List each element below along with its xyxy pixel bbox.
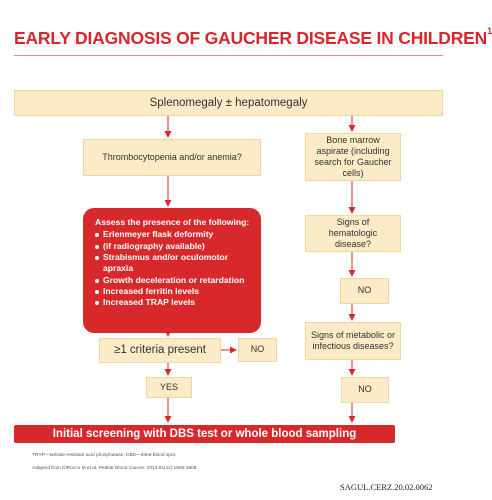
hematologic-label: Signs of hematologic disease? xyxy=(328,216,378,250)
no-metabolic-label: NO xyxy=(358,384,372,395)
splenomegaly-box xyxy=(14,90,443,116)
assess-header: Assess the presence of the following: xyxy=(95,217,250,227)
thrombocytopenia-box xyxy=(83,139,261,176)
assess-criteria-box xyxy=(83,208,261,333)
splenomegaly-label: Splenomegaly ± hepatomegaly xyxy=(149,96,308,109)
metabolic-label: Signs of metabolic or infectious diseases? xyxy=(310,329,396,351)
no-metabolic-box xyxy=(341,377,389,403)
criteria-no-box xyxy=(238,338,277,362)
assess-item: Strabismus and/or oculomotor apraxia xyxy=(95,252,251,275)
title-text: EARLY DIAGNOSIS OF GAUCHER DISEASE IN CHILDREN xyxy=(14,28,488,48)
no-hematologic-label: NO xyxy=(357,285,372,296)
assess-item: Increased ferritin levels xyxy=(95,286,251,297)
hematologic-box xyxy=(305,215,401,252)
criteria-label: ≥1 criteria present xyxy=(114,344,206,357)
document-code: SAGUL.CERZ.20.02.0062 xyxy=(340,482,433,492)
no-hematologic-box xyxy=(340,278,389,304)
criteria-box xyxy=(99,338,221,363)
metabolic-box xyxy=(305,322,401,360)
footnote-source: Adapted from DiRocco M et al. Pediatr Blood Cancer. 2014;61(11):1905-1909. xyxy=(32,466,198,471)
assess-item: Growth deceleration or retardation xyxy=(95,275,251,286)
assess-item: Erlenmeyer flask deformity xyxy=(95,229,251,240)
initial-screening-bar xyxy=(14,425,395,443)
criteria-no-label: NO xyxy=(250,344,265,355)
assess-item-note: (if radiography available) xyxy=(95,241,251,252)
footnote-abbreviations: TRAP—tartrate-resistant acid phosphatase; DBS—dried blood spot. xyxy=(32,453,177,458)
initial-screening-label: Initial screening with DBS test or whole blood sampling xyxy=(52,428,357,440)
yes-box xyxy=(146,377,192,398)
title-reference: 1 xyxy=(487,26,492,37)
assess-list xyxy=(95,229,251,308)
yes-label: YES xyxy=(159,381,178,392)
bone-marrow-label: Bone marrow aspirate (including search for Gaucher cells) xyxy=(314,134,392,179)
bone-marrow-box xyxy=(305,133,401,181)
thrombocytopenia-label: Thrombocytopenia and/or anemia? xyxy=(102,151,242,162)
assess-item: Increased TRAP levels xyxy=(95,297,251,308)
